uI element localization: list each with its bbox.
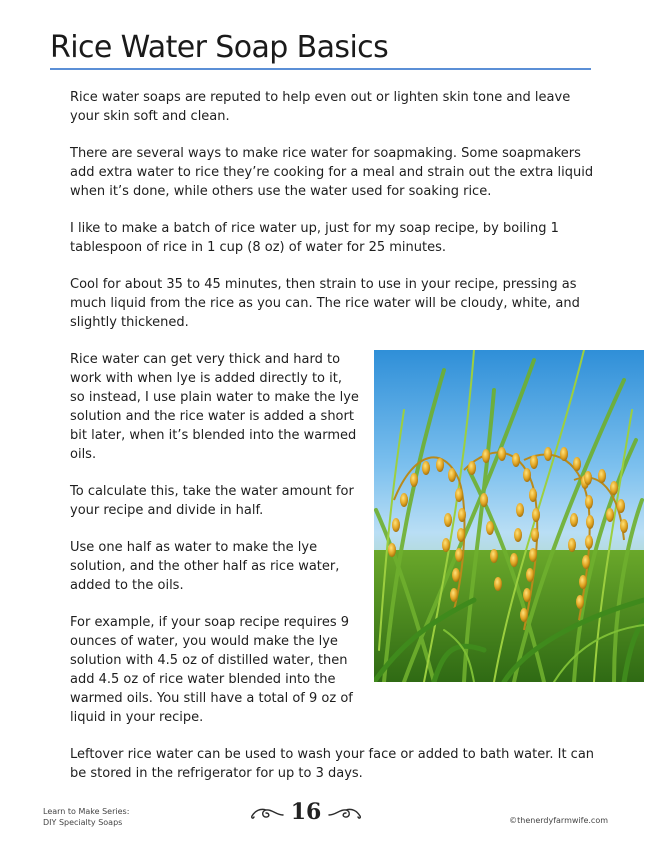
page-title: Rice Water Soap Basics bbox=[50, 30, 591, 70]
paragraph-calculate: To calculate this, take the water amount for your recipe and divide in half. bbox=[70, 484, 354, 518]
article-body bbox=[70, 88, 596, 801]
paragraph-intro: Rice water soaps are reputed to help even out or lighten skin tone and leave your skin soft and clean. bbox=[70, 90, 571, 124]
paragraph-leftover: Leftover rice water can be used to wash your face or added to bath water. It can be stored in the refrigerator for up to 3 days. bbox=[70, 747, 595, 781]
paragraph-example: For example, if your soap recipe requires 9 ounces of water, you would make the lye solution with 4.5 oz of distilled water, then add 4.5 oz of rice water blended into the warmed oils. You still have a total of 9 oz of liquid in your recipe. bbox=[70, 615, 353, 725]
page-number: 16 bbox=[290, 799, 322, 825]
footer-credit: ©thenerdyfarmwife.com bbox=[509, 816, 608, 825]
series-subtitle: DIY Specialty Soaps bbox=[43, 818, 123, 827]
footer-series bbox=[43, 806, 129, 828]
paragraph-batch: I like to make a batch of rice water up, just for my soap recipe, by boiling 1 tablespoon of rice in 1 cup (8 oz) of water for 25 minutes. bbox=[70, 221, 559, 255]
rice-plants-photo bbox=[374, 350, 644, 682]
page-number-block bbox=[250, 797, 362, 831]
paragraph-lye-thick: Rice water can get very thick and hard to work with when lye is added directly to it, so instead, I use plain water to make the lye solution and the rice water is added a short bit later, when it’s blended into the warmed oils. bbox=[70, 352, 359, 462]
paragraph-halves: Use one half as water to make the lye solution, and the other half as rice water, added to the oils. bbox=[70, 540, 340, 593]
paragraph-methods: There are several ways to make rice water for soapmaking. Some soapmakers add extra water to rice they’re cooking for a meal and strain out the extra liquid when it’s done, while others use the water used for soaking rice. bbox=[70, 146, 594, 199]
right-flourish-icon bbox=[328, 806, 362, 822]
series-name: Learn to Make Series: bbox=[43, 807, 130, 816]
paragraph-cool: Cool for about 35 to 45 minutes, then strain to use in your recipe, pressing as much liquid from the rice as you can. The rice water will be cloudy, white, and slightly thickened. bbox=[70, 277, 580, 330]
